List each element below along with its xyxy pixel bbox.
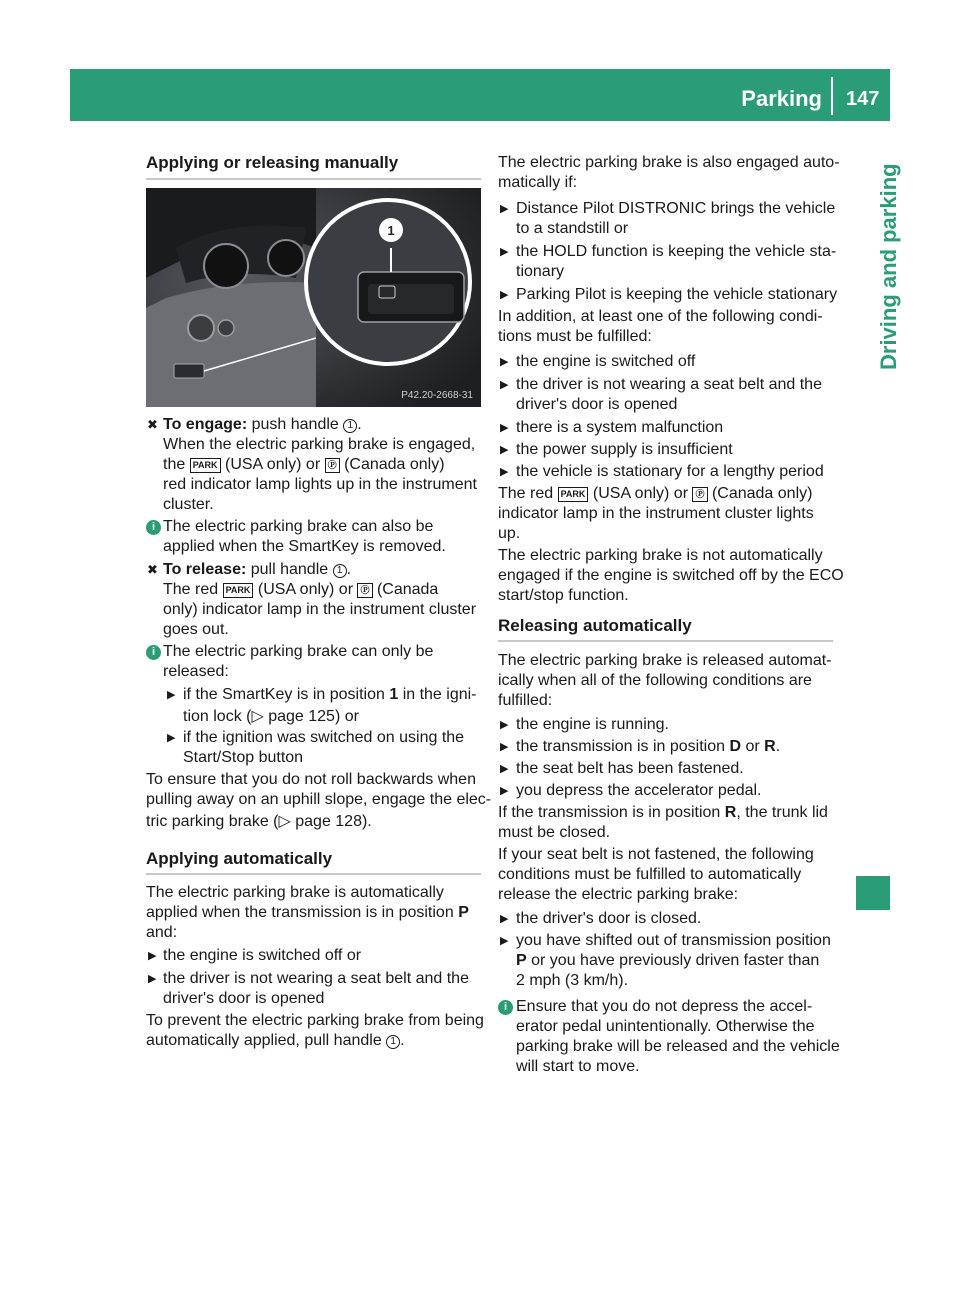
parking-brake-photo — [146, 188, 481, 407]
intro-line-1: The electric parking brake is also engaged auto- — [498, 154, 840, 171]
section-title-auto-release: Releasing automatically — [498, 616, 692, 635]
bullet-icon: ▶ — [500, 935, 509, 947]
cond2-bullet-5: the vehicle is stationary for a lengthy period — [516, 463, 824, 480]
note1-line-1: The electric parking brake can also be — [163, 518, 434, 535]
bullet-icon: ▶ — [167, 732, 176, 744]
page-number: 147 — [846, 88, 880, 110]
bullet-icon: ▶ — [500, 203, 509, 215]
addition-line-1: In addition, at least one of the following condi- — [498, 308, 823, 325]
cond2-bullet-2-cont: driver's door is opened — [516, 396, 678, 413]
engage-step: To engage: push handle 1 . — [163, 416, 362, 433]
release-line-2 — [163, 581, 438, 599]
text: the — [163, 456, 186, 473]
note3-line-2: erator pedal unintentionally. Otherwise the — [516, 1018, 815, 1035]
text: The red — [498, 485, 554, 502]
text: (USA only) or — [592, 485, 689, 502]
text: (USA only) or — [225, 456, 321, 473]
section-title-auto-apply: Applying automatically — [146, 849, 333, 868]
text: (Canada only) — [344, 456, 445, 473]
release-auto-line-3: fulfilled: — [498, 692, 553, 709]
release-label: To release: — [163, 561, 247, 578]
cond-bullet-1: Distance Pilot DISTRONIC brings the vehicle — [516, 200, 836, 217]
auto-line-1: The electric parking brake is automatically — [146, 884, 444, 901]
bullet-icon: ▶ — [500, 444, 509, 456]
release-auto-line-2: ically when all of the following conditions are — [498, 672, 812, 689]
park-lamp-icon: PARK — [558, 487, 589, 502]
note2-bullet-1 — [183, 686, 477, 704]
text: applied when the transmission is in position — [146, 904, 454, 921]
bullet-icon: ▶ — [167, 689, 176, 701]
section-title-manual: Applying or releasing manually — [146, 153, 399, 172]
lamp-line-3: up. — [498, 525, 521, 542]
bullet-icon: ▶ — [500, 289, 509, 301]
release-step: To release: pull handle 1 . — [163, 561, 352, 578]
intro-line-2: matically if: — [498, 174, 578, 191]
section-rule — [146, 178, 481, 180]
chapter-side-title: Driving and parking — [876, 163, 901, 370]
step-arrow-icon: ✖ — [147, 417, 158, 432]
seat-line-1: If your seat belt is not fastened, the following — [498, 846, 814, 863]
bullet-icon: ▶ — [148, 973, 157, 985]
para1-line-3[interactable]: tric parking brake (▷ page 128). — [146, 813, 372, 830]
text: if the SmartKey is in position — [183, 686, 385, 703]
key-position: 1 — [389, 686, 399, 703]
bullet-icon: ▶ — [500, 913, 509, 925]
note3-line-1: Ensure that you do not depress the accel- — [516, 998, 813, 1015]
cond-bullet-2-cont: tionary — [516, 263, 565, 280]
handle-callout-icon: 1 — [333, 564, 347, 578]
eco-line-1: The electric parking brake is not automatically — [498, 547, 823, 564]
canada-lamp-icon: Ⓟ — [357, 583, 372, 598]
step-arrow-icon: ✖ — [147, 562, 158, 577]
bullet-icon: ▶ — [500, 741, 509, 753]
engage-label: To engage: — [163, 416, 248, 433]
park-lamp-icon: PARK — [223, 583, 254, 598]
release-line-3: only) indicator lamp in the instrument cluster — [163, 601, 477, 618]
eco-line-2: engaged if the engine is switched off by the ECO — [498, 567, 844, 584]
text: , the trunk lid — [736, 804, 828, 821]
bullet-icon: ▶ — [500, 719, 509, 731]
release-line-4: goes out. — [163, 621, 229, 638]
text: or you have previously driven faster than — [531, 952, 820, 969]
note2-bullet-1-cont[interactable]: tion lock (▷ page 125) or — [183, 708, 359, 725]
release-cond-2: the transmission is in position D or R. — [516, 738, 781, 755]
handle-callout-icon: 1 — [386, 1035, 400, 1049]
bullet-icon: ▶ — [500, 356, 509, 368]
addition-line-2: tions must be fulfilled: — [498, 328, 652, 345]
release-text: pull handle — [250, 561, 329, 578]
release-cond-1: the engine is running. — [516, 716, 669, 733]
seat-cond-2-cont2: 2 mph (3 km/h). — [516, 972, 629, 989]
para1-line-2: pulling away on an uphill slope, engage the elec- — [146, 791, 492, 808]
auto-bullet-2: the driver is not wearing a seat belt and the — [163, 970, 469, 987]
cond2-bullet-3: there is a system malfunction — [516, 419, 724, 436]
park-lamp-icon: PARK — [190, 458, 221, 473]
auto-bullet-1: the engine is switched off or — [163, 947, 362, 964]
figure-callout: 1 — [387, 223, 395, 238]
seat-line-3: release the electric parking brake: — [498, 886, 739, 903]
cond-bullet-3: Parking Pilot is keeping the vehicle stationary — [516, 286, 838, 303]
seat-cond-2-cont — [516, 952, 819, 970]
note2-bullet-2-cont: Start/Stop button — [183, 749, 304, 766]
cond2-bullet-2: the driver is not wearing a seat belt and the — [516, 376, 822, 393]
eco-line-3: start/stop function. — [498, 587, 629, 604]
gear-position: P — [458, 904, 469, 921]
info-icon: i — [498, 1000, 513, 1015]
info-icon: i — [146, 520, 161, 535]
para1-line-1: To ensure that you do not roll backwards when — [146, 771, 476, 788]
section-rule — [498, 640, 833, 642]
section-rule — [146, 873, 481, 875]
text: or — [745, 738, 760, 755]
lamp-line-2: indicator lamp in the instrument cluster lights — [498, 505, 814, 522]
chapter-marker — [856, 876, 890, 910]
note3-line-3: parking brake will be released and the vehicle — [516, 1038, 840, 1055]
gear-position: R — [764, 738, 776, 755]
cond2-bullet-4: the power supply is insufficient — [516, 441, 733, 458]
cond2-bullet-1: the engine is switched off — [516, 353, 696, 370]
text: in the igni- — [402, 686, 477, 703]
text: the transmission is in position — [516, 738, 725, 755]
text: If the transmission is in position — [498, 804, 721, 821]
seat-cond-1: the driver's door is closed. — [516, 910, 702, 927]
bullet-icon: ▶ — [500, 466, 509, 478]
auto-line-3: and: — [146, 924, 178, 941]
bullet-icon: ▶ — [500, 246, 509, 258]
auto-bullet-2-cont: driver's door is opened — [163, 990, 325, 1007]
header-title: Parking — [741, 86, 822, 111]
release-cond-3: the seat belt has been fastened. — [516, 760, 744, 777]
bullet-icon: ▶ — [500, 785, 509, 797]
note2-line-1: The electric parking brake can only be — [163, 643, 434, 660]
handle-callout-icon: 1 — [343, 419, 357, 433]
dashboard-illustration — [146, 188, 481, 407]
text: (Canada — [376, 581, 439, 598]
figure-code: P42.20-2668-31 — [401, 390, 473, 401]
canada-lamp-icon: Ⓟ — [692, 487, 707, 502]
trunk-line-1 — [498, 804, 828, 822]
bullet-icon: ▶ — [500, 379, 509, 391]
text: The red — [163, 581, 219, 598]
gear-position: D — [729, 738, 741, 755]
engage-line-2: When the electric parking brake is engaged, — [163, 436, 476, 453]
bullet-icon: ▶ — [148, 950, 157, 962]
header-separator — [831, 77, 833, 115]
gear-position: R — [724, 804, 737, 821]
canada-lamp-icon: Ⓟ — [325, 458, 340, 473]
text: (USA only) or — [257, 581, 354, 598]
engage-text: push handle — [251, 416, 339, 433]
auto-para-2: automatically applied, pull handle 1 . — [146, 1032, 405, 1049]
engage-line-3 — [163, 456, 445, 474]
trunk-line-2: must be closed. — [498, 824, 611, 841]
text: (Canada only) — [711, 485, 813, 502]
gear-position: P — [516, 952, 527, 969]
bullet-icon: ▶ — [500, 422, 509, 434]
engage-line-4: red indicator lamp lights up in the instrument — [163, 476, 477, 493]
lamp-line-1 — [498, 485, 812, 503]
note2-bullet-2: if the ignition was switched on using the — [183, 729, 465, 746]
seat-line-2: conditions must be fulfilled to automatically — [498, 866, 802, 883]
text: automatically applied, pull handle — [146, 1032, 382, 1049]
cond-bullet-1-cont: to a standstill or — [516, 220, 629, 237]
cond-bullet-2: the HOLD function is keeping the vehicle sta- — [516, 243, 837, 260]
release-auto-line-1: The electric parking brake is released automat- — [498, 652, 832, 669]
release-cond-4: you depress the accelerator pedal. — [516, 782, 762, 799]
auto-para-1: To prevent the electric parking brake from being — [146, 1012, 484, 1029]
note1-line-2: applied when the SmartKey is removed. — [163, 538, 446, 555]
seat-cond-2: you have shifted out of transmission position — [516, 932, 831, 949]
auto-line-2 — [146, 904, 469, 922]
note2-line-2: released: — [163, 663, 229, 680]
bullet-icon: ▶ — [500, 763, 509, 775]
engage-line-5: cluster. — [163, 496, 214, 513]
info-icon: i — [146, 645, 161, 660]
note3-line-4: will start to move. — [516, 1058, 640, 1075]
